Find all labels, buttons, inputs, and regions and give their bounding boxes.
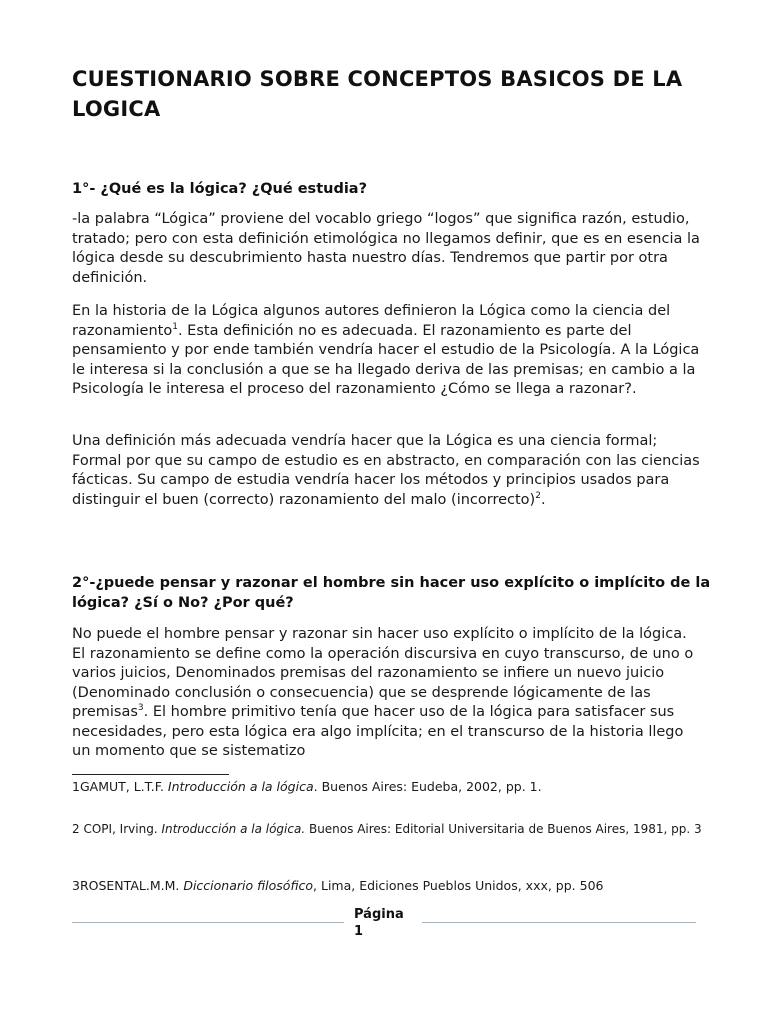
footnote-2 [72,820,712,838]
footnote-ref-2: 2 [535,490,541,501]
document-title: CUESTIONARIO SOBRE CONCEPTOS BASICOS DE LA LOGICA [72,67,683,121]
answer-1-paragraph-3 [72,432,700,510]
footnote-3-title: Diccionario filosófico [183,878,314,893]
page-word: Página [354,907,404,922]
footnote-2-author: 2 COPI, Irving. [72,822,162,836]
footnote-ref-1: 1 [172,321,178,332]
footer-rule-left [72,922,344,923]
footnote-separator [72,774,229,775]
page-number: 1 [354,924,364,939]
answer-1-paragraph-2 [72,302,700,400]
footnote-1-author: 1GAMUT, L.T.F. [72,779,168,794]
footnote-2-title: Introducción a la lógica. [161,822,306,836]
page-number-label [354,906,404,940]
footnote-ref-3: 3 [137,703,144,714]
footnote-2-publisher: Buenos Aires: Editorial Universitaria de Buenos Aires, 1981, pp. 3 [305,822,702,836]
footnote-1-title: Introducción a la lógica [167,779,314,794]
question-1: 1°- ¿Qué es la lógica? ¿Qué estudia? [72,181,367,197]
footnote-1-publisher: . Buenos Aires: Eudeba, 2002, pp. 1. [313,779,542,794]
answer-1-paragraph-2-text-a: En la historia de la Lógica algunos autores definieron la Lógica como la ciencia del razonamiento [72,303,671,339]
answer-2-paragraph-1 [72,625,700,762]
footnote-3 [72,877,712,895]
answer-1-paragraph-1: -la palabra “Lógica” proviene del vocablo griego “logos” que significa razón, estudio, tratado; pero con esta definición etimológica no llegamos definir, que es en esencia la lógica desde su descubrimiento hasta nuestro días. Tendremos que partir por otra definición. [72,211,700,286]
answer-1-paragraph-3-text-b: . [540,491,546,508]
answer-2-paragraph-1-text-a: No puede el hombre pensar y razonar sin hacer uso explícito o implícito de la lógica. El razonamiento se define como la operación discursiva en cuyo transcurso, de uno o varios juicios, Denominados premisas del razonamiento se infiere un nuevo juicio (Denominado conclusión o consecuencia) que se desprende lógicamente de las premisas [72,626,694,720]
answer-1-paragraph-2-text-b: . Esta definición no es adecuada. El razonamiento es parte del pensamiento y por ende también vendría hacer el estudio de la Psicología. A la Lógica le interesa si la conclusión a que se ha llegado deriva de las premisas; en cambio a la Psicología le interesa el proceso del razonamiento ¿Cómo se llega a razonar?. [72,322,700,397]
answer-1-paragraph-3-text-a: Una definición más adecuada vendría hacer que la Lógica es una ciencia formal; Formal por que su campo de estudio es en abstracto, en comparación con las ciencias fácticas. Su campo de estudia vendría hacer los métodos y principios usados para distinguir el buen (correcto) razonamiento del malo (incorrecto) [72,433,700,508]
footnote-3-publisher: , Lima, Ediciones Pueblos Unidos, xxx, pp. 506 [313,878,604,893]
footnote-3-author: 3ROSENTAL.M.M. [72,878,184,893]
footnote-1 [72,778,712,796]
question-2: 2°-¿puede pensar y razonar el hombre sin hacer uso explícito o implícito de la lógica? ¿Sí o No? ¿Por qué? [72,575,711,611]
answer-2-paragraph-1-text-b: . El hombre primitivo tenía que hacer uso de la lógica para satisfacer sus necesidades, pero esta lógica era algo implícita; en el transcurso de la historia llego un momento que se sistematizo [72,704,684,759]
footer-rule-right [422,922,696,923]
